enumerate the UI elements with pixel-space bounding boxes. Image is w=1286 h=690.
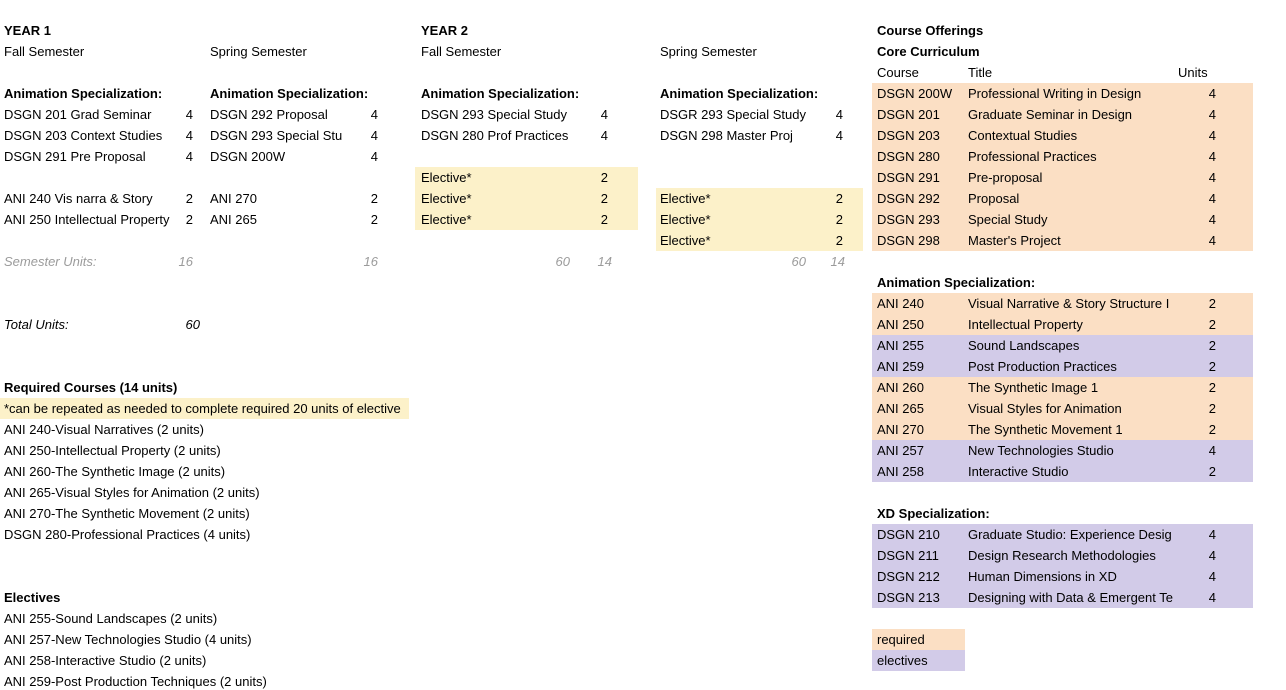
offerings-header-row <box>0 62 1286 83</box>
course-units: 4 <box>370 107 378 122</box>
note-text: ANI 257-New Technologies Studio (4 units) <box>4 632 252 647</box>
course-name: ANI 240 Vis narra & Story <box>4 191 153 206</box>
course-units: 4 <box>185 128 193 143</box>
offering-units: 4 <box>1208 191 1216 206</box>
course-name: ANI 265 <box>210 212 257 227</box>
offering-title: Graduate Seminar in Design <box>968 107 1133 122</box>
offering-course: DSGN 213 <box>877 590 940 605</box>
course-row <box>0 146 196 167</box>
course-name: DSGN 280 Prof Practices <box>421 128 569 143</box>
course-name: DSGN 292 Proposal <box>210 107 328 122</box>
offering-units: 4 <box>1208 548 1216 563</box>
course-units: 4 <box>185 107 193 122</box>
elective-units: 2 <box>835 212 843 227</box>
offering-title: Sound Landscapes <box>968 338 1080 353</box>
course-row <box>415 125 638 146</box>
course-row <box>656 125 863 146</box>
offering-units: 2 <box>1208 359 1216 374</box>
course-name: DSGN 293 Special Stu <box>210 128 343 143</box>
note-text: DSGN 280-Professional Practices (4 units) <box>4 527 251 542</box>
note-text: ANI 250-Intellectual Property (2 units) <box>4 443 221 458</box>
legend-label: electives <box>877 653 928 668</box>
offering-course: DSGN 201 <box>877 107 940 122</box>
offering-course: ANI 259 <box>877 359 924 374</box>
note-line <box>4 608 424 629</box>
offering-title: Visual Narrative & Story Structure I <box>968 296 1170 311</box>
color-legend <box>872 629 965 671</box>
course-units: 2 <box>185 191 193 206</box>
offering-row <box>872 440 1253 461</box>
elective-units: 2 <box>835 191 843 206</box>
offering-row <box>872 419 1253 440</box>
electives-list <box>4 608 424 690</box>
offering-row <box>872 461 1253 482</box>
offering-row <box>872 104 1253 125</box>
offering-title: Graduate Studio: Experience Desig <box>968 527 1172 542</box>
elective-row <box>656 230 863 251</box>
offering-title: Human Dimensions in XD <box>968 569 1117 584</box>
course-row <box>0 104 196 125</box>
offering-units: 4 <box>1208 233 1216 248</box>
offering-course: DSGN 203 <box>877 128 940 143</box>
xd-specialization-table <box>872 524 1253 608</box>
note-text: ANI 259-Post Production Techniques (2 units) <box>4 674 267 689</box>
core-curriculum-title: Core Curriculum <box>877 44 980 59</box>
offering-units: 4 <box>1208 590 1216 605</box>
offering-units: 4 <box>1208 170 1216 185</box>
course-row <box>0 209 196 230</box>
course-row <box>206 125 378 146</box>
course-units: 4 <box>600 107 608 122</box>
year2-spring-specialization-header: Animation Specialization: <box>660 86 819 101</box>
note-text: ANI 270-The Synthetic Movement (2 units) <box>4 506 250 521</box>
offering-title: The Synthetic Image 1 <box>968 380 1099 395</box>
year1-spring-ani-courses <box>206 188 378 230</box>
cumulative-units-value: 60 <box>555 254 570 269</box>
offering-title: Visual Styles for Animation <box>968 401 1122 416</box>
course-name: DSGN 203 Context Studies <box>4 128 163 143</box>
elective-name: Elective* <box>421 191 472 206</box>
course-row <box>656 104 863 125</box>
elective-row <box>415 209 638 230</box>
offering-units: 4 <box>1208 212 1216 227</box>
electives-title: Electives <box>4 590 61 605</box>
offering-title: Proposal <box>968 191 1020 206</box>
offering-units: 2 <box>1208 338 1216 353</box>
course-name: DSGN 298 Master Proj <box>660 128 793 143</box>
offering-course: DSGN 291 <box>877 170 940 185</box>
offering-units: 2 <box>1208 317 1216 332</box>
required-courses-list <box>4 419 424 545</box>
year2-fall-specialization-header: Animation Specialization: <box>421 86 580 101</box>
legend-row <box>872 629 965 650</box>
elective-name: Elective* <box>660 233 711 248</box>
offering-units: 4 <box>1208 443 1216 458</box>
legend-row <box>872 650 965 671</box>
elective-name: Elective* <box>660 191 711 206</box>
course-name: ANI 250 Intellectual Property <box>4 212 170 227</box>
course-row <box>206 104 378 125</box>
course-units: 2 <box>185 212 193 227</box>
offering-course: DSGN 292 <box>877 191 940 206</box>
elective-name: Elective* <box>421 170 472 185</box>
total-units-label: Total Units: <box>4 317 69 332</box>
note-text: ANI 258-Interactive Studio (2 units) <box>4 653 207 668</box>
year2-spring-semester-label: Spring Semester <box>660 44 757 59</box>
year2-fall-electives <box>415 167 638 230</box>
offering-units: 4 <box>1208 569 1216 584</box>
course-name: DSGN 293 Special Study <box>421 107 567 122</box>
offering-title: Contextual Studies <box>968 128 1078 143</box>
offering-row <box>872 587 1253 608</box>
offering-row <box>872 377 1253 398</box>
core-curriculum-table <box>872 83 1253 251</box>
elective-units: 2 <box>835 233 843 248</box>
year1-fall-dsgn-courses <box>0 104 196 167</box>
offering-units: 2 <box>1208 422 1216 437</box>
year1-title: YEAR 1 <box>4 23 51 38</box>
offering-row <box>872 230 1253 251</box>
offering-course: DSGN 212 <box>877 569 940 584</box>
course-units: 4 <box>600 128 608 143</box>
animation-specialization-table <box>872 293 1253 482</box>
offering-title: Designing with Data & Emergent Te <box>968 590 1173 605</box>
course-name: DSGN 201 Grad Seminar <box>4 107 152 122</box>
offering-units: 2 <box>1208 380 1216 395</box>
legend-label: required <box>877 632 925 647</box>
offering-course: DSGN 298 <box>877 233 940 248</box>
offering-row <box>872 314 1253 335</box>
course-units: 4 <box>370 128 378 143</box>
course-row <box>206 188 378 209</box>
offering-title: Special Study <box>968 212 1048 227</box>
year1-fall-ani-courses <box>0 188 196 230</box>
total-units-value: 60 <box>185 317 200 332</box>
offering-title: New Technologies Studio <box>968 443 1114 458</box>
offering-title: The Synthetic Movement 1 <box>968 422 1123 437</box>
note-line <box>4 440 424 461</box>
course-row <box>206 209 378 230</box>
elective-name: Elective* <box>660 212 711 227</box>
offering-row <box>872 545 1253 566</box>
fall-semester-units-value: 16 <box>178 254 193 269</box>
course-units: 4 <box>835 128 843 143</box>
elective-row <box>656 188 863 209</box>
offering-units: 2 <box>1208 296 1216 311</box>
offering-title: Design Research Methodologies <box>968 548 1156 563</box>
note-line <box>4 650 424 671</box>
animation-specialization-title: Animation Specialization: <box>877 275 1036 290</box>
offering-title: Interactive Studio <box>968 464 1069 479</box>
course-name: DSGN 291 Pre Proposal <box>4 149 146 164</box>
note-line <box>4 503 424 524</box>
year1-spring-semester-label: Spring Semester <box>210 44 307 59</box>
offering-course: DSGN 280 <box>877 149 940 164</box>
note-line <box>4 461 424 482</box>
offering-course: DSGN 200W <box>877 86 953 101</box>
offering-title: Post Production Practices <box>968 359 1117 374</box>
offering-units: 2 <box>1208 401 1216 416</box>
offering-course: ANI 240 <box>877 296 924 311</box>
year2-spring-electives <box>656 188 863 251</box>
offering-title: Professional Writing in Design <box>968 86 1142 101</box>
offering-units: 4 <box>1208 86 1216 101</box>
offering-course: ANI 258 <box>877 464 924 479</box>
offering-course: DSGN 293 <box>877 212 940 227</box>
offering-row <box>872 524 1253 545</box>
note-line <box>4 524 424 545</box>
semester-units-label: Semester Units: <box>4 254 97 269</box>
note-text: ANI 240-Visual Narratives (2 units) <box>4 422 204 437</box>
year2-spring-units-row <box>656 251 863 272</box>
course-units: 2 <box>370 212 378 227</box>
offering-row <box>872 83 1253 104</box>
year1-spring-dsgn-courses <box>206 104 378 167</box>
offering-units: 4 <box>1208 107 1216 122</box>
offering-title: Pre-proposal <box>968 170 1043 185</box>
year1-fall-specialization-header: Animation Specialization: <box>4 86 163 101</box>
course-row <box>0 125 196 146</box>
note-text: ANI 265-Visual Styles for Animation (2 units) <box>4 485 260 500</box>
offering-course: ANI 250 <box>877 317 924 332</box>
offering-title: Professional Practices <box>968 149 1097 164</box>
offering-row <box>872 356 1253 377</box>
offering-row <box>872 398 1253 419</box>
elective-row <box>656 209 863 230</box>
offering-course: ANI 270 <box>877 422 924 437</box>
offering-row <box>872 566 1253 587</box>
offering-title: Intellectual Property <box>968 317 1083 332</box>
offering-course: ANI 255 <box>877 338 924 353</box>
spring-semester-units-value: 16 <box>363 254 378 269</box>
elective-name: Elective* <box>421 212 472 227</box>
elective-units: 2 <box>600 212 608 227</box>
offering-units: 2 <box>1208 464 1216 479</box>
course-offerings-title: Course Offerings <box>877 23 984 38</box>
total-units-row <box>0 314 420 335</box>
offering-title: Master's Project <box>968 233 1061 248</box>
course-units: 4 <box>370 149 378 164</box>
course-units: 2 <box>370 191 378 206</box>
note-line <box>4 629 424 650</box>
note-line <box>4 482 424 503</box>
offering-course: ANI 265 <box>877 401 924 416</box>
year2-fall-semester-label: Fall Semester <box>421 44 502 59</box>
offering-course: DSGN 211 <box>877 548 939 563</box>
elective-units: 2 <box>600 191 608 206</box>
year2-title: YEAR 2 <box>421 23 468 38</box>
course-row <box>206 146 378 167</box>
required-courses-title: Required Courses (14 units) <box>4 380 178 395</box>
offering-course: ANI 260 <box>877 380 924 395</box>
year2-fall-courses <box>415 104 638 146</box>
elective-repeat-note: *can be repeated as needed to complete required 20 units of elective <box>0 398 409 419</box>
offering-row <box>872 293 1253 314</box>
offering-row <box>872 335 1253 356</box>
offering-course: DSGN 210 <box>877 527 940 542</box>
offering-row <box>872 209 1253 230</box>
course-name: DSGN 200W <box>210 149 286 164</box>
year1-spring-specialization-header: Animation Specialization: <box>210 86 369 101</box>
course-name: ANI 270 <box>210 191 257 206</box>
title-column-header: Title <box>968 65 993 80</box>
year1-fall-semester-label: Fall Semester <box>4 44 85 59</box>
elective-row <box>415 188 638 209</box>
offering-course: ANI 257 <box>877 443 924 458</box>
year2-fall-units-row <box>415 251 638 272</box>
course-units: 4 <box>835 107 843 122</box>
offering-units: 4 <box>1208 128 1216 143</box>
offering-row <box>872 146 1253 167</box>
units-column-header: Units <box>1178 65 1208 80</box>
semester-units-value: 14 <box>597 254 612 269</box>
course-column-header: Course <box>877 65 919 80</box>
note-line <box>4 419 424 440</box>
note-text: ANI 260-The Synthetic Image (2 units) <box>4 464 226 479</box>
year1-semester-units-row <box>0 251 420 272</box>
xd-specialization-title: XD Specialization: <box>877 506 990 521</box>
note-line <box>4 671 424 690</box>
course-name: DSGR 293 Special Study <box>660 107 806 122</box>
note-text: ANI 255-Sound Landscapes (2 units) <box>4 611 218 626</box>
elective-row <box>415 167 638 188</box>
offering-row <box>872 167 1253 188</box>
offering-row <box>872 125 1253 146</box>
course-row <box>415 104 638 125</box>
course-units: 4 <box>185 149 193 164</box>
offering-row <box>872 188 1253 209</box>
course-row <box>0 188 196 209</box>
offering-units: 4 <box>1208 527 1216 542</box>
offering-units: 4 <box>1208 149 1216 164</box>
semester-units-value: 14 <box>830 254 845 269</box>
cumulative-units-value: 60 <box>791 254 806 269</box>
year2-spring-courses <box>656 104 863 146</box>
elective-units: 2 <box>600 170 608 185</box>
